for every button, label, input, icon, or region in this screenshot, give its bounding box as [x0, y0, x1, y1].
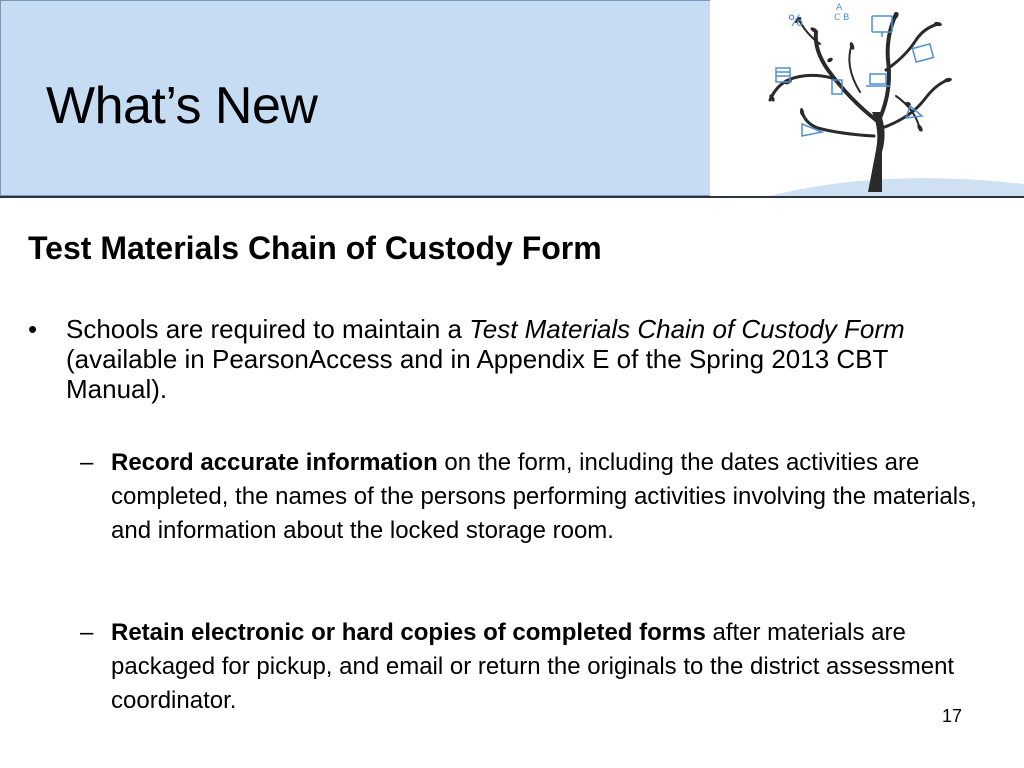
bullet-text-after: (available in PearsonAccess and in Appendix E of the Spring 2013 CBT Manual). — [66, 344, 888, 404]
slide-subtitle: Test Materials Chain of Custody Form — [28, 230, 602, 266]
bullet-text-before: Schools are required to maintain a — [66, 314, 470, 344]
svg-text:%: % — [788, 11, 804, 30]
bullet-marker: • — [28, 314, 38, 344]
bullet-text-italic: Test Materials Chain of Custody Form — [469, 314, 905, 344]
dash-marker: – — [80, 449, 94, 476]
svg-text:A: A — [836, 3, 843, 13]
slide-number: 17 — [941, 706, 962, 726]
header-illustration — [710, 0, 1024, 196]
sub-bullet-text — [111, 446, 991, 548]
page-title: What’s New — [46, 77, 318, 135]
svg-text:C B: C B — [834, 13, 850, 23]
sub-bullet-text — [111, 616, 991, 718]
sub-bullet-bold: Record accurate information — [111, 449, 438, 476]
bullet-text — [66, 314, 976, 404]
education-tree-icon — [710, 0, 1024, 196]
dash-marker: – — [80, 619, 94, 646]
sub-bullet-rest: on the form, including the dates activities are completed, the names of the persons performing activities involving the materials, and information about the locked storage room. — [111, 449, 977, 544]
sub-bullet-bold: Retain electronic or hard copies of completed forms — [111, 619, 706, 646]
header-divider — [0, 196, 1024, 198]
sub-bullet-rest: after materials are packaged for pickup, and email or return the originals to the district assessment coordinator. — [111, 619, 955, 714]
